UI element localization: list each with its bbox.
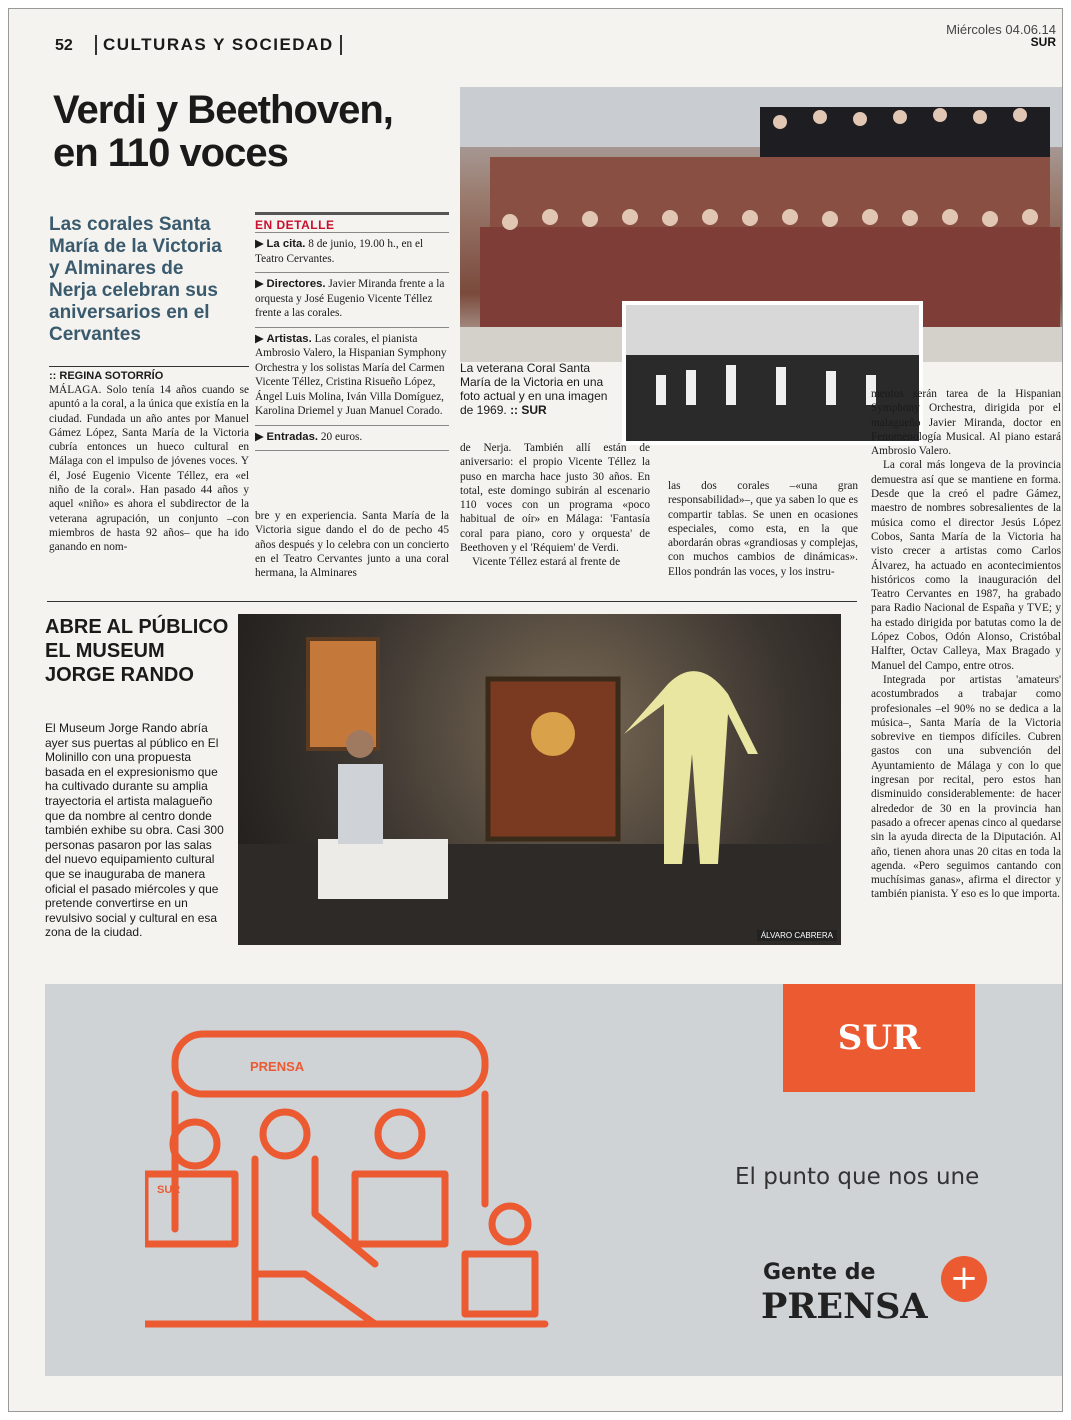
detail-item: ▶ Entradas. 20 euros. — [255, 425, 449, 452]
detail-box — [255, 212, 449, 451]
article-headline — [53, 89, 453, 175]
newspaper-label: SUR — [157, 1184, 181, 1196]
caption-credit: :: SUR — [510, 403, 547, 417]
detail-item: ▶ Artistas. Las corales, el pianista Ambrosio Valero, la Hispanian Symphony Orchestra y los solistas María del Carmen Vicente Téllez, Cristina Risueño López, Ángel Luis Molina, Iván Villa Domíguez, Karolina Driemel y Juan Manuel Corado. — [255, 327, 449, 425]
article-column-3: de Nerja. También allí están de aniversario: el propio Vicente Téllez la puso en marcha hace justo 30 años. En total, este domingo subirán al escenario 110 voces con un programa «poco habitual de oír» en Málaga: 'Fantasía coral para piano, coro y orquesta' de Beethoven y el 'Réquiem' de Verdi. Vicente Téllez estará al frente de — [460, 442, 650, 569]
article-byline: :: REGINA SOTORRÍO — [49, 366, 249, 382]
page-number: 52 — [55, 37, 73, 54]
sur-logo: SUR — [783, 984, 975, 1092]
detail-title: EN DETALLE — [255, 212, 449, 232]
headline-line-2: en 110 voces — [53, 131, 288, 175]
page-date — [946, 23, 1056, 49]
plus-icon: + — [941, 1256, 987, 1302]
article-column-5: mentos serán tarea de la Hispanian Symphony Orchestra, dirigida por el malagueño Javier Miranda, doctor en Fenomenología Musical. Al piano estará Ambrosio Valero. La coral más longeva de la provincia demuestra así que se mantiene en forma. Desde que la creó el padre Gámez, maestro de nombres sobresalientes de la música como el director Jesús López Cobos, Santa María de la Victoria ha visto crecer a artistas como Carlos Álvarez, ha actuado en acontecimientos históricos como la inauguración del Teatro Cervantes en 1987, ha grabado para Radio Nacional de España y TVE; y ha estado dirigida por batutas como la de López Cobos, Odón Alonso, Cristóbal Halfter, Octav Calleya, Max Bragado y Manuel del Campo, entre otros. Integrada por artistas 'amateurs' acostumbrados a trabajar como profesionales –el 90% no se dedica a la música–, Santa María de la Victoria sobrevive en tiempos difíciles. Cubren gastos con una subvención del Ayuntamiento de Málaga y con lo que ingresan por recital, pero estos han disminuido considerablemente: de hacer alrededor de 30 en la provincia han pasado a ofrecer apenas cinco al quedarse sin la ayuda directa de la Diputación. Al año, tienen ahora unas 20 citas en toda la agenda. «Pero seguimos cantando con muchísimas ganas», afirma el director y también pianista. Y eso es lo que importa. — [871, 388, 1061, 901]
photo-caption: La veterana Coral Santa María de la Victoria en una foto actual y en una imagen de 1969. :: SUR — [460, 361, 608, 417]
museum-illustration — [238, 614, 841, 945]
article-column-4: las dos corales –«una gran responsabilidad»–, que ya saben lo que es compartir tablas. Se unen en ocasiones especiales, como esta, en la que abordarán obras «grandiosas y complejas, con muchos cambios de dinámicas». Ellos pondrán las voces, y los instru- — [668, 480, 858, 578]
brief-title: ABRE AL PÚBLICO EL MUSEUM JORGE RANDO — [45, 616, 229, 686]
ad-brand-line-1: Gente de — [763, 1260, 876, 1285]
brand-text: SUR — [1030, 35, 1056, 49]
article-column-1: MÁLAGA. Solo tenía 14 años cuando se apuntó a la coral, a la única que existía en la ciudad. Fundada un año antes por Manuel Gámez López, Santa María de la Victoria cubría entonces un hueco cultural en Málaga con el impulso de jóvenes voces. Y él, José Eugenio Vicente Téllez, era «el niño de la coral». Han pasado 44 años y aquel «niño» es ahora el subdirector de la veterana agrupación, un conjunto –con miembros de hasta 92 años– que ha ido ganando en nom- — [49, 384, 249, 554]
readers-illustration-icon — [145, 1024, 565, 1354]
date-text: Miércoles 04.06.14 — [946, 22, 1056, 37]
ad-brand-line-2: PRENSA — [761, 1286, 928, 1327]
section-divider — [47, 601, 857, 602]
headline-line-1: Verdi y Beethoven, — [53, 88, 393, 132]
detail-item: ▶ Directores. Javier Miranda frente a la orquesta y José Eugenio Vicente Téllez frente a las corales. — [255, 272, 449, 327]
article-column-2: bre y en experiencia. Santa María de la Victoria sigue dando el do de pecho 45 años después y lo celebra con un concierto en el Teatro Cervantes junto a una coral hermana, la Alminares — [255, 510, 449, 580]
section-title: CULTURAS Y SOCIEDAD — [95, 35, 342, 55]
article-subhead: Las corales Santa María de la Victoria y Alminares de Nerja celebran sus aniversarios en el Cervantes — [49, 214, 222, 345]
ad-slogan: El punto que nos une — [735, 1164, 980, 1190]
detail-item: ▶ La cita. 8 de junio, 19.00 h., en el Teatro Cervantes. — [255, 232, 449, 272]
brief-text: El Museum Jorge Rando abría ayer sus puertas al público en El Molinillo con una propuesta basada en el expresionismo que ha cultivado durante su amplia trayectoria el artista malagueño que da nombre al centro donde también exhibe su obra. Casi 300 personas pasaron por las salas del nuevo equipamiento cultural que se inauguraba de manera oficial el pasado miércoles y que pretende convertirse en un revulsivo social y cultural en esa zona de la ciudad. — [45, 721, 224, 940]
photo-credit: ÁLVARO CABRERA — [757, 930, 837, 941]
newspaper-page — [8, 8, 1063, 1412]
illustration-label: PRENSA — [250, 1059, 305, 1074]
museum-photo — [238, 614, 841, 945]
advertisement — [45, 984, 1062, 1376]
